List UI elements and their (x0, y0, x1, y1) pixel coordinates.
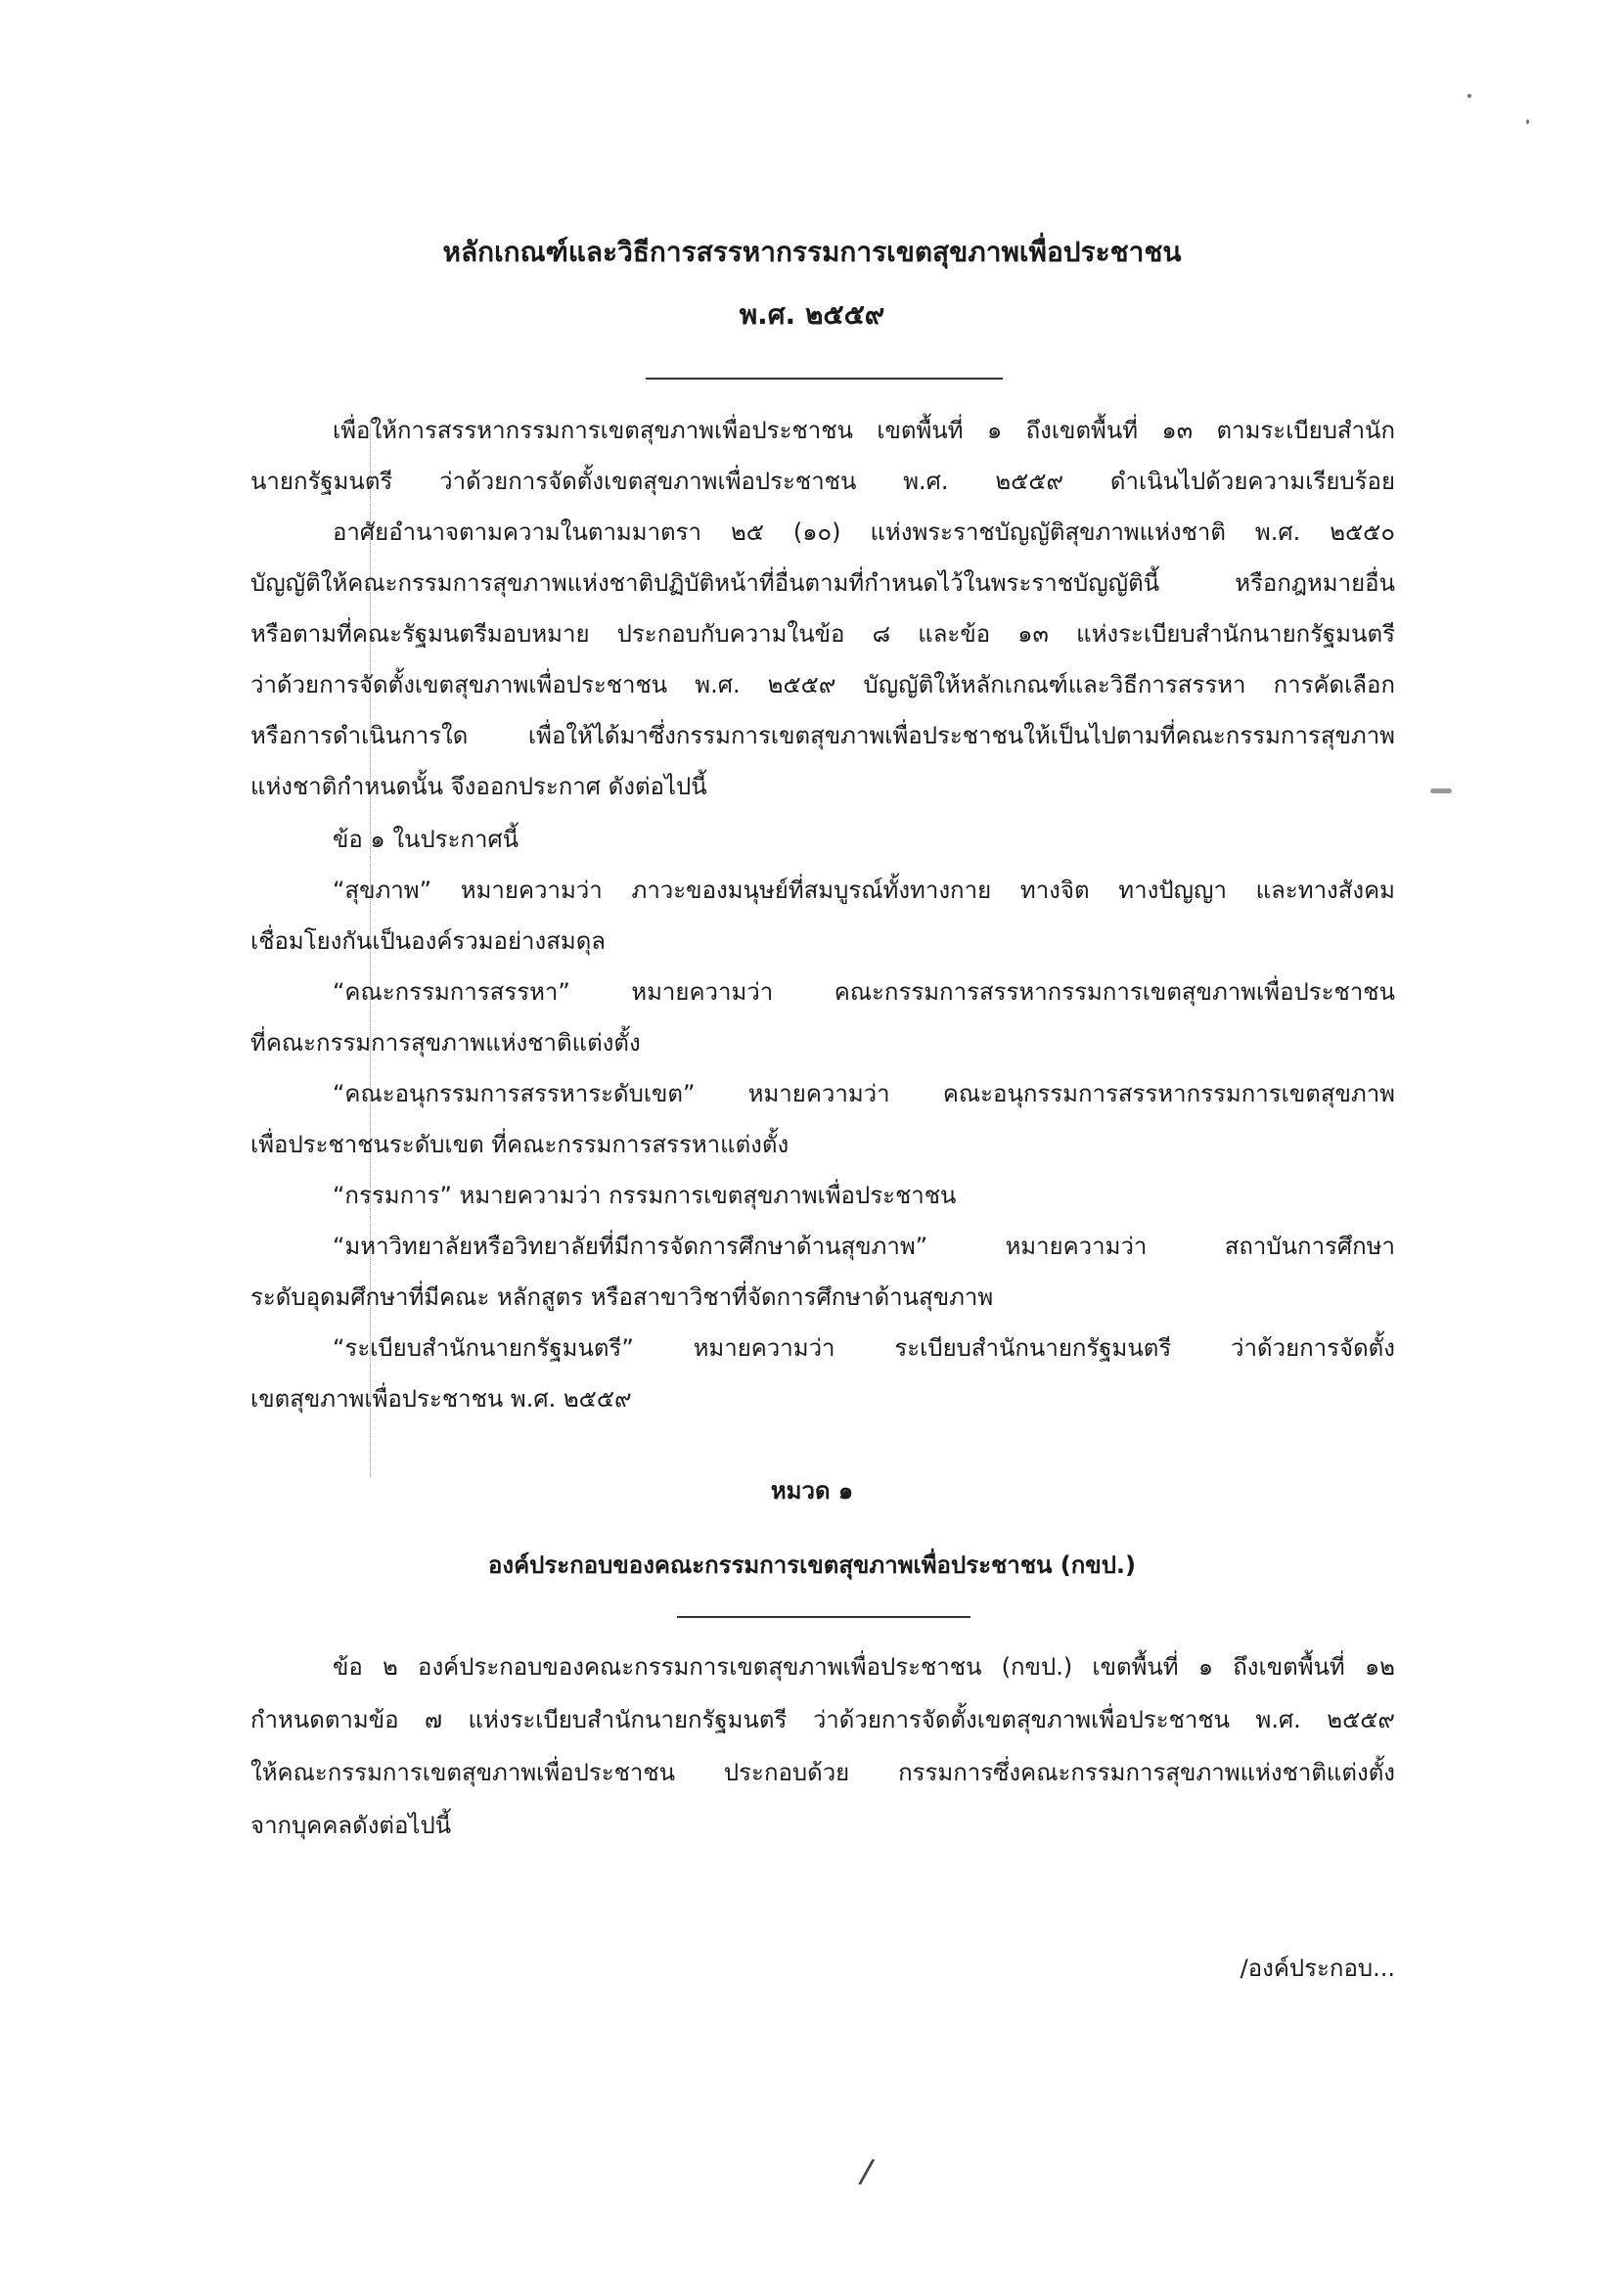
scan-speck (1526, 119, 1529, 124)
definition-line: “กรรมการ” หมายความว่า กรรมการเขตสุขภาพเพื่อประชาชน (333, 1182, 957, 1209)
definition-line: “ระเบียบสำนักนายกรัฐมนตรี” หมายความว่า ระเบียบสำนักนายกรัฐมนตรี ว่าด้วยการจัดตั้ง (333, 1334, 1395, 1362)
definition-line: เชื่อมโยงกันเป็นองค์รวมอย่างสมดุล (250, 927, 606, 955)
definition-line: เพื่อประชาชนระดับเขต ที่คณะกรรมการสรรหาแต่งตั้ง (250, 1131, 789, 1158)
chapter-number: หมวด ๑ (770, 1477, 854, 1505)
preamble-line: นายกรัฐมนตรี ว่าด้วยการจัดตั้งเขตสุขภาพเพื่อประชาชน พ.ศ. ๒๕๕๙ ดำเนินไปด้วยความเรียบร้อย (250, 468, 1395, 495)
definition-line: ระดับอุดมศึกษาที่มีคณะ หลักสูตร หรือสาขาวิชาที่จัดการศึกษาด้านสุขภาพ (250, 1283, 994, 1311)
preamble-line: บัญญัติให้คณะกรรมการสุขภาพแห่งชาติปฏิบัติหน้าที่อื่นตามที่กำหนดไว้ในพระราชบัญญัตินี้ หรือกฎหมายอื่น (250, 569, 1395, 597)
definition-line: “คณะกรรมการสรรหา” หมายความว่า คณะกรรมการสรรหากรรมการเขตสุขภาพเพื่อประชาชน (333, 978, 1395, 1006)
title-divider (646, 378, 1003, 380)
clause-2-line: ให้คณะกรรมการเขตสุขภาพเพื่อประชาชน ประกอบด้วย กรรมการซึ่งคณะกรรมการสุขภาพแห่งชาติแต่งตั้ง (250, 1759, 1395, 1786)
continuation-marker: /องค์ประกอบ... (1240, 1955, 1395, 1982)
chapter-divider (677, 1616, 970, 1618)
preamble-line: อาศัยอำนาจตามความในตามมาตรา ๒๕ (๑๐) แห่งพระราชบัญญัติสุขภาพแห่งชาติ พ.ศ. ๒๕๕๐ (333, 518, 1395, 546)
clause-2-line: ข้อ ๒ องค์ประกอบของคณะกรรมการเขตสุขภาพเพื่อประชาชน (กขป.) เขตพื้นที่ ๑ ถึงเขตพื้นที่ ๑๒ (333, 1653, 1395, 1681)
preamble-line: หรือการดำเนินการใด เพื่อให้ได้มาซึ่งกรรมการเขตสุขภาพเพื่อประชาชนให้เป็นไปตามที่คณะกรรมการสุขภาพ (250, 722, 1395, 749)
preamble-line: เพื่อให้การสรรหากรรมการเขตสุขภาพเพื่อประชาชน เขตพื้นที่ ๑ ถึงเขตพื้นที่ ๑๓ ตามระเบียบสำนัก (333, 417, 1395, 444)
definition-line: “มหาวิทยาลัยหรือวิทยาลัยที่มีการจัดการศึกษาด้านสุขภาพ” หมายความว่า สถาบันการศึกษา (333, 1233, 1395, 1260)
preamble-line: แห่งชาติกำหนดนั้น จึงออกประกาศ ดังต่อไปนี้ (250, 773, 707, 800)
document-year: พ.ศ. ๒๕๕๙ (739, 298, 885, 331)
preamble-line: หรือตามที่คณะรัฐมนตรีมอบหมาย ประกอบกับความในข้อ ๘ และข้อ ๑๓ แห่งระเบียบสำนักนายกรัฐมนตรี (250, 620, 1395, 648)
definition-line: เขตสุขภาพเพื่อประชาชน พ.ศ. ๒๕๕๙ (250, 1385, 632, 1413)
clause-2-line: จากบุคคลดังต่อไปนี้ (250, 1812, 452, 1839)
definition-line: “สุขภาพ” หมายความว่า ภาวะของมนุษย์ที่สมบูรณ์ทั้งทางกาย ทางจิต ทางปัญญา และทางสังคม (333, 876, 1395, 904)
clause-2-line: กำหนดตามข้อ ๗ แห่งระเบียบสำนักนายกรัฐมนตรี ว่าด้วยการจัดตั้งเขตสุขภาพเพื่อประชาชน พ.ศ. ๒๕๕๙ (250, 1706, 1395, 1733)
scan-speck (1467, 94, 1471, 98)
definition-line: ที่คณะกรรมการสุขภาพแห่งชาติแต่งตั้ง (250, 1029, 641, 1056)
page-mark: / (856, 2151, 877, 2192)
chapter-title: องค์ประกอบของคณะกรรมการเขตสุขภาพเพื่อประชาชน (กขป.) (487, 1551, 1137, 1579)
document-title: หลักเกณฑ์และวิธีการสรรหากรรมการเขตสุขภาพเพื่อประชาชน (442, 236, 1182, 268)
clause-1-heading: ข้อ ๑ ในประกาศนี้ (333, 826, 519, 853)
preamble-line: ว่าด้วยการจัดตั้งเขตสุขภาพเพื่อประชาชน พ.ศ. ๒๕๕๙ บัญญัติให้หลักเกณฑ์และวิธีการสรรหา การคัดเลือก (250, 671, 1395, 698)
definition-line: “คณะอนุกรรมการสรรหาระดับเขต” หมายความว่า คณะอนุกรรมการสรรหากรรมการเขตสุขภาพ (333, 1080, 1395, 1107)
scan-speck (1430, 788, 1452, 793)
